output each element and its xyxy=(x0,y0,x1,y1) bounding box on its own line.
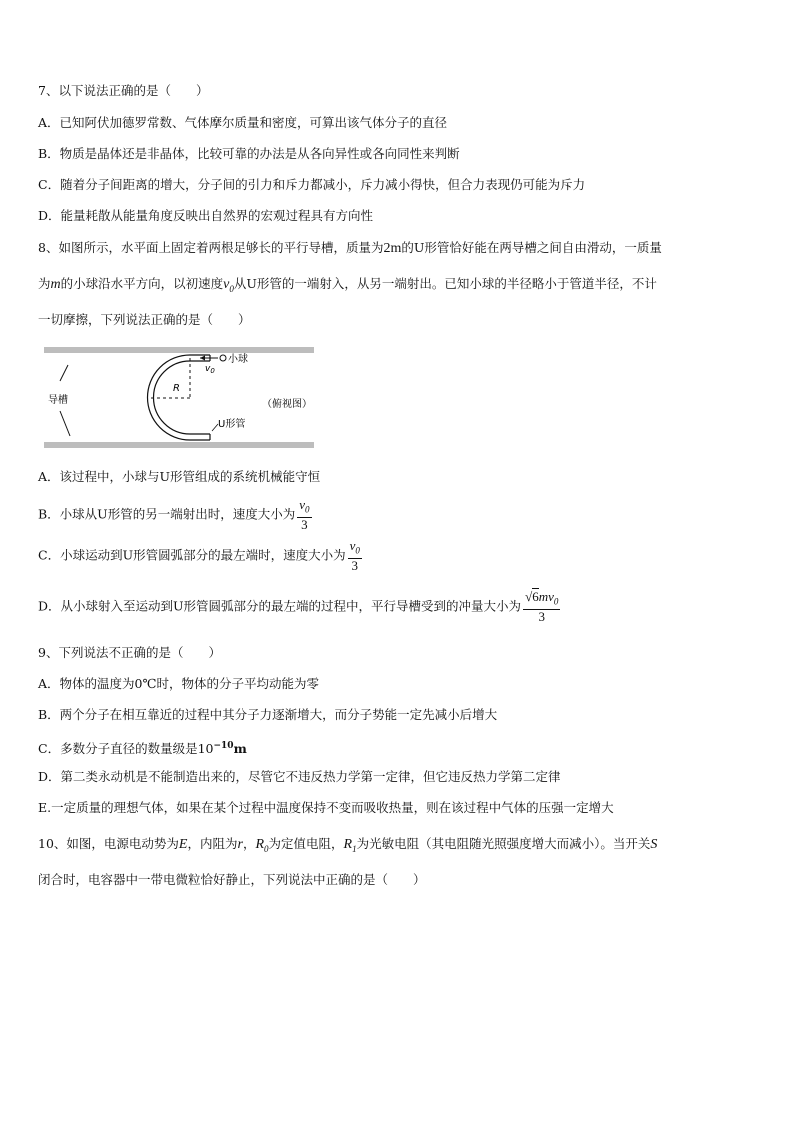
guide-pointer-bottom xyxy=(60,411,70,436)
fraction-sqrt6-mv0-over-3: $\frac{√6mv_0}{3}$ xyxy=(525,589,559,624)
q8-option-b: B．小球从U形管的另一端射出时，速度大小为 $\frac{v_0}{3}$ xyxy=(38,497,310,532)
q9-option-c: C．多数分子直径的数量级是$10^{-10}m$ xyxy=(38,741,247,757)
view-label: （俯视图） xyxy=(262,399,312,410)
q8-option-a: A．该过程中，小球与U形管组成的系统机械能守恒 xyxy=(38,469,321,484)
radius-label: R xyxy=(173,383,180,394)
tube-label: U形管 xyxy=(218,419,246,430)
q8-option-d: D．从小球射入至运动到U形管圆弧部分的最左端的过程中，平行导槽受到的冲量大小为 $\frac{√6mv_0}{3}$ xyxy=(38,589,559,624)
guide-rail-bottom xyxy=(44,442,314,448)
q8-stem-line1: 8、如图所示，水平面上固定着两根足够长的平行导槽，质量为2m的U形管恰好能在两导槽之间自由滑动，一质量 xyxy=(38,240,662,256)
resistor-r1: $R_1$ xyxy=(343,837,357,854)
u-tube-outer xyxy=(148,355,211,440)
guide-pointer-top xyxy=(60,365,68,381)
q8-stem-line3: 一切摩擦，下列说法正确的是（ ） xyxy=(38,312,251,327)
q7-stem: 7、以下说法正确的是（ ） xyxy=(38,83,209,98)
guide-label: 导槽 xyxy=(48,395,68,406)
velocity-label: $v_0$ xyxy=(205,364,215,375)
q10-stem-line2: 闭合时，电容器中一带电微粒恰好静止，下列说法中正确的是（ ） xyxy=(38,872,426,887)
q7-option-a: A．已知阿伏加德罗常数、气体摩尔质量和密度，可算出该气体分子的直径 xyxy=(38,115,448,130)
q9-stem: 9、下列说法不正确的是（ ） xyxy=(38,645,221,660)
fraction-v0-over-3: $\frac{v_0}{3}$ xyxy=(299,497,310,532)
guide-rail-top xyxy=(44,347,314,353)
u-tube-diagram xyxy=(40,343,330,453)
q7-option-c: C．随着分子间距离的增大，分子间的引力和斥力都减小，斥力减小得快，但合力表现仍可能为斥力 xyxy=(38,177,586,192)
q9-option-b: B．两个分子在相互靠近的过程中其分子力逐渐增大，而分子势能一定先减小后增大 xyxy=(38,707,498,722)
q9-option-d: D．第二类永动机是不能制造出来的，尽管它不违反热力学第一定律，但它违反热力学第二定律 xyxy=(38,769,561,784)
arrowhead-icon xyxy=(200,356,205,361)
q8-option-c: C．小球运动到U形管圆弧部分的最左端时，速度大小为 $\frac{v_0}{3}$ xyxy=(38,538,360,573)
ball-label: 小球 xyxy=(228,354,248,365)
q9-option-e: E.一定质量的理想气体，如果在某个过程中温度保持不变而吸收热量，则在该过程中气体的压强一定增大 xyxy=(38,800,614,815)
velocity-v0: $v_0$ xyxy=(223,277,234,294)
fraction-v0-over-3: $\frac{v_0}{3}$ xyxy=(349,538,360,573)
mass-2m: 2m xyxy=(383,241,402,256)
q10-stem-line1: 10、如图，电源电动势为E，内阻为r，$R_0$为定值电阻，$R_1$为光敏电阻（其电阻随光照强度增大而减小）。当开关S xyxy=(38,836,658,854)
resistor-r0: $R_0$ xyxy=(255,837,269,854)
ball-icon xyxy=(220,355,226,361)
mass-m: m xyxy=(50,277,61,292)
q7-option-d: D．能量耗散从能量角度反映出自然界的宏观过程具有方向性 xyxy=(38,208,374,223)
q8-stem-line2: 为m的小球沿水平方向，以初速度$v_0$从U形管的一端射入，从另一端射出。已知小球的半径略小于管道半径，不计 xyxy=(38,276,657,294)
q9-option-a: A．物体的温度为0℃时，物体的分子平均动能为零 xyxy=(38,676,319,691)
q7-option-b: B．物质是晶体还是非晶体，比较可靠的办法是从各向异性或各向同性来判断 xyxy=(38,146,460,161)
